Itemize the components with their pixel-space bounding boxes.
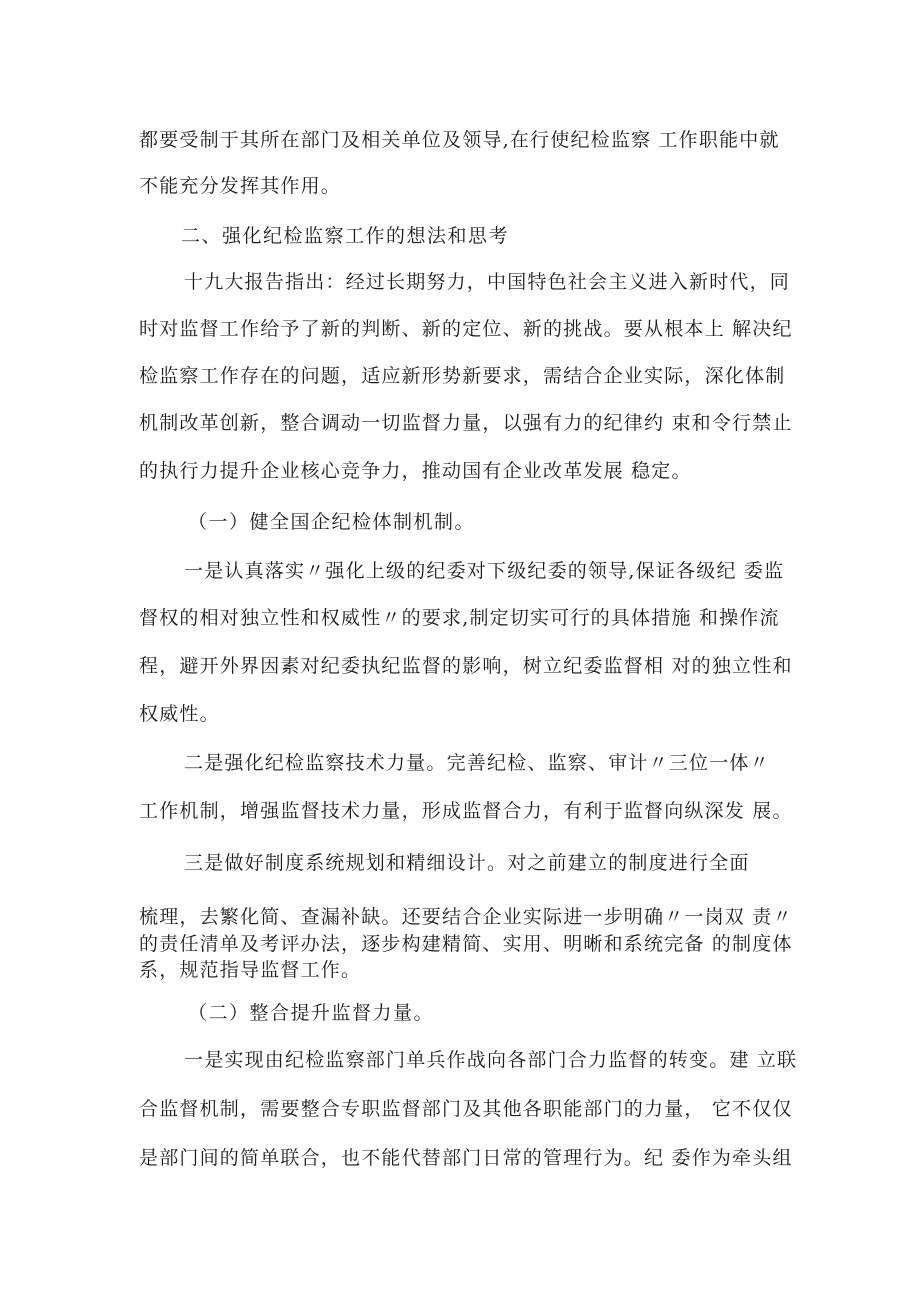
text-line: 的执行力提升企业核心竞争力，推动国有企业改革发展 稳定。 xyxy=(139,460,692,482)
text-line: 机制改革创新，整合调动一切监督力量，以强有力的纪律约 束和令行禁止 xyxy=(139,412,793,434)
text-line: 时对监督工作给予了新的判断、新的定位、新的挑战。要从根本上 解决纪 xyxy=(139,318,793,340)
text-line: 权威性。 xyxy=(139,703,220,725)
text-line: 十九大报告指出：经过长期努力，中国特色社会主义进入新时代，同 xyxy=(184,271,791,293)
text-line: 都要受制于其所在部门及相关单位及领导,在行使纪检监察 工作职能中就 xyxy=(139,129,780,151)
text-line: 梳理，去繁化简、查漏补缺。还要结合企业实际进一步明确〃一岗双 责〃 xyxy=(139,906,793,928)
text-line: 一是实现由纪检监察部门单兵作战向各部门合力监督的转变。建 立联 xyxy=(184,1049,798,1071)
text-line: 一是认真落实〃强化上级的纪委对下级纪委的领导,保证各级纪 委监 xyxy=(184,560,785,582)
text-line: 系，规范指导监督工作。 xyxy=(139,959,362,981)
text-line: 检监察工作存在的问题，适应新形势新要求，需结合企业实际，深化体制 xyxy=(139,365,786,387)
section-heading: 二、强化纪检监察工作的想法和思考 xyxy=(181,225,510,247)
subsection-heading: （一）健全国企纪检体制机制。 xyxy=(188,511,476,533)
text-line: 程，避开外界因素对纪委执纪监督的影响，树立纪委监督相 对的独立性和 xyxy=(139,655,793,677)
text-line: 工作机制，增强监督技术力量，形成监督合力，有利于监督向纵深发 展。 xyxy=(139,800,793,822)
text-line: 是部门间的简单联合，也不能代替部门日常的管理行为。纪 委作为牵头组 xyxy=(139,1147,793,1169)
text-line: 二是强化纪检监察技术力量。完善纪检、监察、审计〃三位一体〃 xyxy=(184,752,770,774)
text-line: 不能充分发挥其作用。 xyxy=(139,175,342,197)
text-line: 的责任清单及考评办法，逐步构建精简、实用、明晰和系统完备 的制度体 xyxy=(139,933,793,955)
subsection-heading: （二）整合提升监督力量。 xyxy=(188,1002,435,1024)
text-line: 三是做好制度系统规划和精细设计。对之前建立的制度进行全面 xyxy=(184,852,750,874)
text-line: 督权的相对独立性和权威性〃的要求,制定切实可行的具体措施 和操作流 xyxy=(139,607,780,629)
text-line: 合监督机制，需要整合专职监督部门及其他各职能部门的力量， 它不仅仅 xyxy=(139,1098,793,1120)
